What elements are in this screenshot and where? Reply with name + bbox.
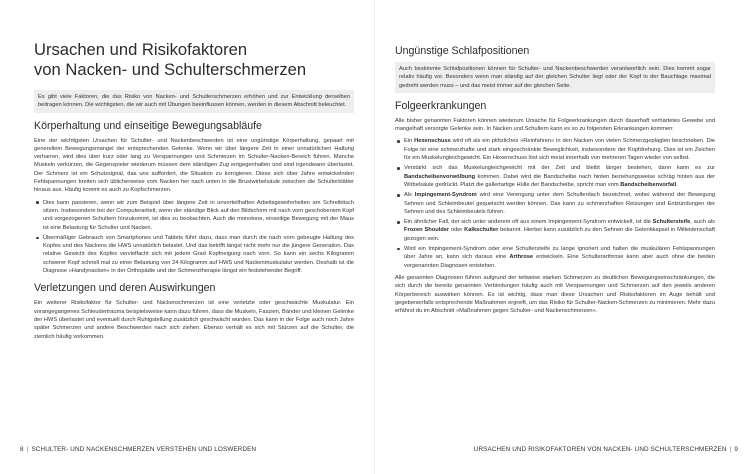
list-item: Übermäßiger Gebrauch von Smartphones und Tablets führt dazu, dass man durch die nach vorn gebeugte Haltung des Kopfes und des Nackens die HWS unnatürlich belastet. Und das betrifft längst nicht mehr nur die jüngere Generation. Das relative Gewicht des Kopfes vervielfacht sich mit jedem Grad Kopfneigung nach vorn. So kann ein sechs Kilogramm schwerer Kopf schnell mal zu einer Belastung von 24 Kilogramm auf HWS und Nackenmuskulatur werden. Deshalb ist die Diagnose »Handynacken« in der Orthopädie und der Schmerztherapie längst ein feststehender Begriff. <box>43 234 354 275</box>
section-heading-sleep: Ungünstige Schlafpositionen <box>395 45 530 57</box>
term-arthrose: Arthrose <box>509 254 534 261</box>
term-frozen-shoulder: Frozen Shoulder <box>404 227 450 234</box>
running-head: URSACHEN UND RISIKOFAKTOREN VON NACKEN- UND SCHULTERSCHMERZEN <box>473 446 727 453</box>
section-text-posture: Eine der wichtigsten Ursachen für Schulter- und Nackenbeschwerden ist eine ungünstige Körperhaltung, gepaart mit generellem Bewegungsmangel der entsprechenden Gelenke. Wenn wir über längere Zeit in einer unnatürlichen Haltung verharren, wird dies über kurz oder lang zu Verspannungen und Schmerzen im Schulter-Nacken-Bereich führen. Manche Muskeln verkürzen, die Gegenspieler wiederum müssen dem ständigen Zug entgegenhalten und sind irgendwann überlastet. Der Schmerz ist ein Schutzsignal, das uns auffordert, die Situation zu korrigieren. Diese sich über Jahre entwickelnden Fehlspannungen breiten sich üblicherweise vom Nacken her nach unten in die Brustwirbelsäule zwischen die Schulterblätter hinaus aus. Häufig kommt es auch zu Kopfschmerzen. <box>34 137 354 194</box>
list-item: Ein Hexenschuss wird oft als ein plötzliches »Reinfahren« in den Nacken von vielen Schmerzgeplagten beschrieben. Die Folge ist eine schmerzhafte und stark eingeschränkte Beweglichkeit, insbesondere der Kopfdrehung. Dies ist ein Zeichen für ein Muskelungleichgewicht. Ein Hexenschuss löst sich meist innerhalb von mehreren Tagen wieder von selbst. <box>404 138 715 162</box>
section-heading-posture: Körperhaltung und einseitige Bewegungsabläufe <box>34 119 262 132</box>
footer-right <box>474 445 738 454</box>
chapter-title <box>34 40 354 80</box>
section-text-secondary: Alle bisher genannten Faktoren können wiederum Ursache für Folgeerkrankungen durch dauerhaft verhärtetes Gewebe und mangelhaft versorgte Gelenke sein. In Nacken und Schultern kann es so zu folgenden Erkrankungen kommen: <box>395 117 715 133</box>
term-hexenschuss: Hexenschuss <box>414 138 451 145</box>
list-item: Dies kann passieren, wenn wir zum Beispiel über längere Zeit in unvorteilhaften Arbeitsgewohnheiten am Schreibtisch sitzen. Insbesondere bei der Computerarbeit, wenn der ständige Blick auf den Bildschirm mit nach vorn geschobenem Kopf und vorgezogenen Schultern hinzukommt, ist dies zu beobachten. Auch die monotone, einseitige Bewegung mit der Maus ist eine Belastung für Schulter und Nacken. <box>43 199 354 231</box>
bullet-list-posture <box>34 199 354 276</box>
section-heading-secondary: Folgeerkrankungen <box>395 99 487 112</box>
page-number: 9 <box>734 446 738 453</box>
term-bandscheibenvorfall: Bandscheibenvorfall <box>620 181 677 188</box>
chapter-title-line1: Ursachen und Risikofaktoren <box>34 40 248 59</box>
term-kalkschulter: Kalkschulter <box>464 227 499 234</box>
bullet-list-conditions <box>395 137 715 269</box>
section-text-injuries: Ein weiterer Risikofaktor für Schulter- und Nackenschmerzen ist eine verletzte oder geschwächte Muskulatur. Ein vorangegangenes Schleudertrauma beispielsweise kann dazu führen, dass die Muskeln, Faszien, Bänder und kleinen Gelenke der HWS überlastet und eventuell durch Ruhigstellung zusätzlich geschwächt wurden. Das kann in der Folge auch noch Jahre später Schmerzen und andere Beschwerden nach sich ziehen. Ebenso verhält es sich mit Stürzen auf die Schulter, die ziemlich häufig vorkommen. <box>34 300 354 340</box>
page-number: 8 <box>20 446 24 453</box>
list-item: Ein ähnlicher Fall, der sich unter anderem oft aus einem Impingement-Syndrom entwickelt, ist die Schultersteife, auch als Frozen Shoulder oder Kalkschulter bekannt. Hierbei kann zusätzlich zu den Sehnen die Gelenkkapsel in Mitleidenschaft gezogen sein. <box>404 219 716 242</box>
footer-left <box>20 445 256 454</box>
left-column <box>34 40 354 345</box>
chapter-title-line2: von Nacken- und Schulterschmerzen <box>34 60 307 79</box>
intro-text: Es gibt viele Faktoren, die das Risiko von Nacken- und Schulterschmerzen erhöhen und zur Entwicklung derselben beitragen können. Die wichtigsten, die wir auch mit Übungen beeinflussen können, werden in diesem Abschnitt beleuchtet. <box>38 94 350 109</box>
footer-separator: | <box>729 446 732 453</box>
footer-separator: | <box>26 446 29 453</box>
term-schultersteife: Schultersteife <box>652 219 691 226</box>
section-heading-injuries: Verletzungen und deren Auswirkungen <box>34 282 216 295</box>
list-item: Als Impingement-Syndrom wird eine Verengung unter dem Schulterdach bezeichnet, wobei während der Bewegung Sehnen und Schleimbeutel gequetscht werden können. Das kann zu schmerzhaften Reizungen und Entzündungen der Sehnen und des Schleimbeutels führen. <box>404 192 715 215</box>
right-page <box>375 0 750 474</box>
running-head: SCHULTER- UND NACKENSCHMERZEN VERSTEHEN UND LOSWERDEN <box>31 446 257 453</box>
closing-text: Alle genannten Diagnosen führen aufgrund der teilweise starken Schmerzen zu deutlichen Bewegungseinschränkungen, die sich durch die bereits genannten Verbindungen häufig auch mit Verspannungen und Schmerzen auf den jeweils anderen Körperbereich auswirken können. Es ist wichtig, dass man diese Ursachen und Risikofaktoren im Auge behält und gegebenenfalls entsprechende Maßnahmen ergreift, um das Risiko für Schulter-Nacken-Schmerzen zu minimieren. Mehr dazu erfährst du im Abschnitt »Maßnahmen gegen Schulter- und Nackenschmerzen«. <box>395 274 715 315</box>
sleep-text: Auch bestimmte Schlafpositionen können für Schulter- und Nackenbeschwerden verantwortlich sein. Dies kommt sogar relativ häufig vor. Besonders wenn man ständig auf der gleichen Schulter liegt oder der Kopf in der Bauchlage maximal gedreht werden muss – und das meist immer auf der gleichen Seite. <box>399 66 711 89</box>
sleep-box <box>395 62 715 93</box>
intro-box <box>34 90 354 113</box>
list-item: Verstärkt sich das Muskelungleichgewicht mit der Zeit und bleibt länger bestehen, dann kann es zur Bandscheibenvorwölbung kommen. Dabei wird die Bandscheibe nach hinten beziehungsweise schräg hinten aus der Wirbelsäule gedrückt. Platzt die gallertartige Hülle der Bandscheibe, spricht man vom Bandscheibenvorfall. <box>404 165 715 188</box>
list-item: Wird ein Impingement-Syndrom oder eine Schultersteife zu lange ignoriert und halten die muskulären Fehlspannungen über Jahre an, kann sich daraus eine Arthrose entwickeln. Eine Schulterarthrose kann aber auch ohne die beiden vorgenannten Diagnosen entstehen. <box>404 246 715 269</box>
term-impingement: Impingement-Syndrom <box>414 192 477 199</box>
term-bandscheibenvorwoelbung: Bandscheibenvorwölbung <box>404 173 476 180</box>
right-column <box>395 40 715 319</box>
